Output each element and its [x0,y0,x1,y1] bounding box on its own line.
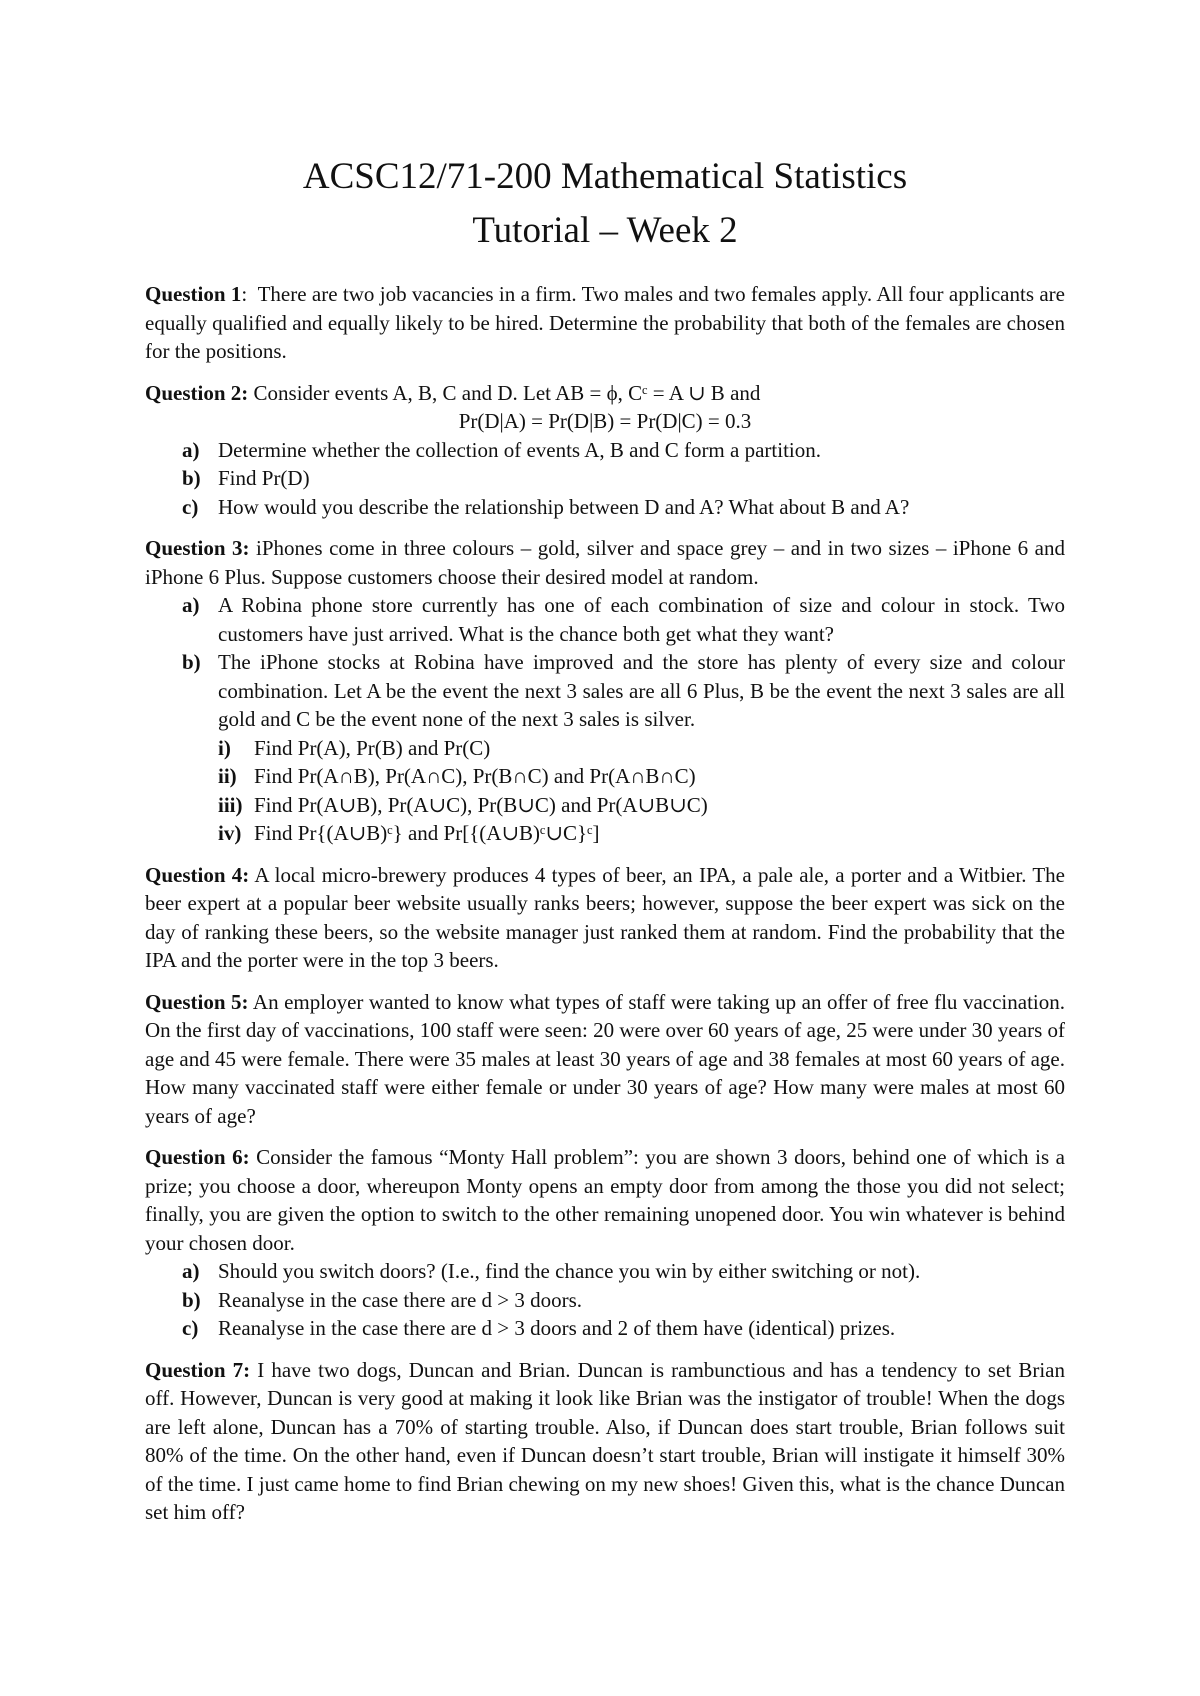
course-title: ACSC12/71-200 Mathematical Statistics [302,156,908,197]
question-4-text: A local micro-brewery produces 4 types of beer, an IPA, a pale ale, a porter and a Witbier. The beer expert at a popular beer website usually ranks beers; however, suppose the beer expert was sick on the day of ranking these beers, so the website manager just ranked them at random. Find the probability that the IPA and the porter were in the top 3 beers. [145,862,1065,972]
question-6 [145,1143,1065,1343]
question-5-text: An employer wanted to know what types of staff were taking up an offer of free flu vaccination. On the first day of vaccinations, 100 staff were seen: 20 were over 60 years of age, 25 were under 30 years of age and 45 were female. There were 35 males at least 30 years of age and 38 females at most 60 years of age. How many vaccinated staff were either female or under 30 years of age? How many were males at most 60 years of age? [145,989,1065,1128]
question-5 [145,988,1065,1131]
question-5-label: Question 5: [145,989,249,1014]
part-text: Reanalyse in the case there are d > 3 doors. [218,1287,583,1312]
list-item [218,819,1065,848]
question-2-equation: Pr(D|A) = Pr(D|B) = Pr(D|C) = 0.3 [458,409,752,433]
part-text: Find Pr(D) [218,466,310,490]
subpart-marker: iii) [218,792,243,817]
question-2 [145,379,1065,522]
question-1-label: Question 1 [145,282,242,306]
question-6-parts [145,1257,1065,1343]
question-3-parts [145,591,1065,848]
question-6-intro: Consider the famous “Monty Hall problem”: you are shown 3 doors, behind one of which is a prize; you choose a door, whereupon Monty opens an empty door from among the those you did not select; finally, you are given the option to switch to the other remaining unopened door. You win whatever is behind your chosen door. [145,1145,1066,1255]
question-4-label: Question 4: [145,862,250,887]
part-text: Reanalyse in the case there are d > 3 doors and 2 of them have (identical) prizes. [218,1316,896,1340]
question-4 [145,861,1065,975]
list-item [145,591,1065,648]
part-marker: a) [182,593,200,617]
part-text: A Robina phone store currently has one of each combination of size and colour in stock. Two customers have just arrived. What is the chance both get what they want? [218,593,1065,646]
part-marker: c) [182,1316,199,1340]
question-6-label: Question 6: [145,1145,250,1169]
subpart-text: Find Pr(A), Pr(B) and Pr(C) [254,735,491,760]
subpart-text: Find Pr{(A∪B)ᶜ} and Pr[{(A∪B)ᶜ∪C}ᶜ] [254,821,600,845]
part-marker: c) [182,494,199,519]
question-1-text: There are two job vacancies in a firm. Two males and two females apply. All four applicants are equally qualified and equally likely to be hired. Determine the probability that both of the females are chosen for the positions. [145,282,1065,363]
question-2-intro: Consider events A, B, C and D. Let AB = ϕ, Cᶜ = A ∪ B and [253,380,761,405]
subpart-marker: i) [218,735,231,760]
list-item [145,493,1065,522]
list-item [218,791,1065,820]
question-3 [145,534,1065,848]
question-3-label: Question 3: [145,536,250,560]
part-text: The iPhone stocks at Robina have improved and the store has plenty of every size and colour combination. Let A be the event the next 3 sales are all 6 Plus, B be the event the next 3 sales are all gold and C be the event none of the next 3 sales is silver. [218,650,1065,731]
list-item [145,436,1065,465]
list-item [218,762,1065,791]
list-item [145,648,1065,848]
list-item [145,464,1065,493]
part-marker: a) [182,1259,200,1283]
question-1: Question 1: There are two job vacancies in a firm. Two males and two females apply. All four applicants are equally qualified and equally likely to be hired. Determine the probability that both of the females are chosen for the positions. [145,282,1065,363]
list-item [145,1314,1065,1343]
subpart-marker: iv) [218,821,242,845]
question-7-text: I have two dogs, Duncan and Brian. Duncan is rambunctious and has a tendency to set Brian off. However, Duncan is very good at making it look like Brian was the instigator of trouble! When the dogs are left alone, Duncan has a 70% of starting trouble. Also, if Duncan does start trouble, Brian follows suit 80% of the time. On the other hand, even if Duncan doesn’t start trouble, Brian will instigate it himself 30% of the time. I just came home to find Brian chewing on my new shoes! Given this, what is the chance Duncan set him off? [145,1357,1066,1524]
part-marker: b) [182,650,201,674]
part-text: Determine whether the collection of events A, B and C form a partition. [218,437,821,462]
question-3-intro: iPhones come in three colours – gold, silver and space grey – and in two sizes – iPhone 6 and iPhone 6 Plus. Suppose customers choose their desired model at random. [145,536,1066,589]
subpart-marker: ii) [218,764,237,788]
part-marker: b) [182,466,201,490]
tutorial-sheet [145,150,1065,1540]
part-marker: a) [182,437,200,462]
question-2-label: Question 2: [145,380,249,405]
tutorial-title: Tutorial – Week 2 [472,210,738,251]
question-7-label: Question 7: [145,1357,251,1382]
part-marker: b) [182,1287,201,1312]
subpart-text: Find Pr(A∪B), Pr(A∪C), Pr(B∪C) and Pr(A∪B∪C) [254,792,708,817]
question-7 [145,1356,1065,1527]
subpart-text: Find Pr(A∩B), Pr(A∩C), Pr(B∩C) and Pr(A∩B∩C) [254,764,696,788]
question-3-subparts [218,734,1065,848]
list-item [218,734,1065,763]
list-item [145,1257,1065,1286]
list-item [145,1286,1065,1315]
part-text: Should you switch doors? (I.e., find the chance you win by either switching or not). [218,1259,921,1283]
question-2-parts [145,436,1065,522]
part-text: How would you describe the relationship between D and A? What about B and A? [218,494,910,519]
document-header [145,150,1065,258]
